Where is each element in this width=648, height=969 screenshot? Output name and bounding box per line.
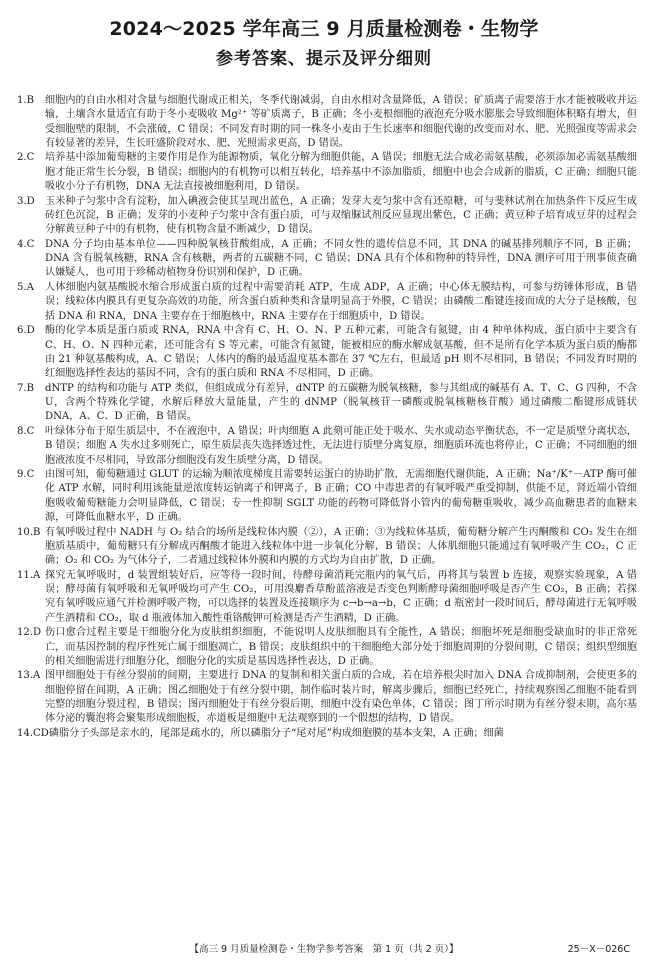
page-footer <box>0 939 648 957</box>
answer-item <box>17 569 637 626</box>
answer-number: 7.B <box>17 382 35 394</box>
answer-number: 3.D <box>17 195 35 207</box>
answer-explanation: 有氧呼吸过程中 NADH 与 O₂ 结合的场所是线粒体内膜（②），A 正确；③为线粒体基质，葡萄糖分解产生丙酮酸和 CO₂ 发生在细胞质基质中，葡萄糖只有分解成丙酮酸才能进入线粒体中进一步氧化分解，B 错误；人体肌细胞只能通过有氧呼吸产生 CO₂，C 正确；O₂ 和 CO₂ 为气体分子，二者通过线粒体外膜和内膜的方式均为自由扩散，D 正确。 <box>45 526 637 567</box>
page-subtitle: 参考答案、提示及评分细则 <box>216 49 432 69</box>
answer-explanation: 磷脂分子头部是亲水的，尾部是疏水的，所以磷脂分子“尾对尾”构成细胞膜的基本支架，A 正确；细菌 <box>48 727 504 739</box>
footer-page-info: 【高三 9 月质量检测卷・生物学参考答案 第 1 页（共 2 页）】 <box>189 944 459 955</box>
answer-number: 11.A <box>17 569 41 581</box>
answer-explanation: 酶的化学本质是蛋白质或 RNA，RNA 中含有 C、H、O、N、P 五种元素，可能含有氮键，由 4 种单体构成，蛋白质中主要含有 C、H、O、N 四种元素，还可能含有 S 等元素，可能含有氮键，能被相应的酶水解成氨基酸，但不是所有化学本质为蛋白质的酶都由 21 种氨基酸构成，A、C 错误；人体内的酶的最适温度基本都在 37 ℃左右，但最适 pH 则不尽相同，B 错误；不同发育时期的红细胞选择性表达的基因不同，含有的蛋白质和 RNA 不尽相同，D 正确。 <box>45 325 637 380</box>
footer-doc-code: 25－X－026C <box>567 944 630 955</box>
answer-number: 2.C <box>17 152 35 164</box>
answer-explanation: 由图可知，葡萄糖通过 GLUT 的运输为顺浓度梯度且需要转运蛋白的协助扩散，无需细胞代谢供能，A 正确；Na⁺/K⁺－ATP 酶可催化 ATP 水解，同时利用该能量逆浓度转运钠离子和钾离子，B 正确；CO 中毒患者的有氧呼吸严重受抑制，供能不足，肾近端小管细胞吸收葡萄糖能力会明显降低，C 错误；专一性抑制 SGLT 功能的药物可降低肾小管内的葡萄糖重吸收，减少高血糖患者的血糖来源，可降低血糖水平，D 正确。 <box>45 469 637 523</box>
answer-explanation: 人体细胞内氨基酸脱水缩合形成蛋白质的过程中需要消耗 ATP，生成 ADP，A 正确；中心体无膜结构，可参与纺锤体形成，B 错误；线粒体内膜具有更复杂高效的功能，所含蛋白质种类和含量明显高于外膜，C 错误；由磷酸二酯键连接而成的大分子是核酸，包括 DNA 和 RNA，DNA 主要存在于细胞核中，RNA 主要存在于细胞质中，D 错误。 <box>45 282 637 322</box>
answer-item <box>17 151 637 194</box>
answer-number: 9.C <box>17 469 35 481</box>
answer-explanation: 玉米种子匀浆中含有淀粉，加入碘液会使其呈现出蓝色，A 正确；发芽大麦匀浆中含有还原糖，可与斐林试剂在加热条件下反应生成砖红色沉淀，B 正确；发芽的小麦种子匀浆中含有蛋白质，可与双缩脲试剂反应显现出紫色，C 正确；黄豆种子培育成豆芽的过程会分解黄豆种子中的有机物，使有机物含量不断减少，D 错误。 <box>45 195 637 236</box>
answer-list <box>17 94 637 742</box>
answer-item <box>17 281 637 324</box>
answer-explanation: 探究无氧呼吸时，d 装置组装好后，应等待一段时间，待酵母菌消耗完瓶内的氧气后，再将其与装置 b 连接，观察实验现象，A 错误；酵母菌有氧呼吸和无氧呼吸均可产生 CO₂，可用溴麝香草酚蓝溶液是否变色判断酵母菌细胞呼吸是否产生 CO₂，B 正确；若探究有氧呼吸应通气并检测呼吸产物，可以选择的装置及连接顺序为 c→b→a→b，C 正确；d 瓶密封一段时间后，酵母菌进行无氧呼吸产生酒精和 CO₂，取 d 瓶液体加入酸性重铬酸钾可检测是否产生酒精，D 正确。 <box>45 569 637 624</box>
answer-item <box>17 195 637 238</box>
answer-explanation: DNA 分子均由基本单位——四种脱氧核苷酸组成，A 正确；不同女性的遗传信息不同，其 DNA 的碱基排列顺序不同，B 正确；DNA 含有脱氧核糖，RNA 含有核糖，两者的五碳糖不同，C 错误；DNA 具有个体和物种的特异性，DNA 测序可用于刑事侦查确认嫌疑人，也可用于珍稀动植物身份识别和保护，D 正确。 <box>45 238 637 279</box>
page-title: 2024～2025 学年高三 9 月质量检测卷・生物学 <box>109 18 539 40</box>
answer-item <box>17 526 637 569</box>
answer-item <box>17 382 637 425</box>
answer-explanation: dNTP 的结构和功能与 ATP 类似，但组成成分有差异，dNTP 的五碳糖为脱氧核糖，参与其组成的碱基有 A、T、C、G 四种，不含 U，含两个特殊化学键，水解后释放大量能量，产生的 dNMP（脱氧核苷一磷酸或脱氧核糖核苷酸）通过磷酸二酯键形成链状 DNA，A、C、D 正确，B 错误。 <box>45 382 637 423</box>
answer-item <box>17 468 637 525</box>
answer-item <box>17 238 637 281</box>
answer-item <box>17 94 637 151</box>
answer-number: 1.B <box>17 95 35 106</box>
answer-number: 4.C <box>17 238 35 250</box>
answer-explanation: 伤口愈合过程主要是干细胞分化为皮肤组织细胞，不能说明人皮肤细胞具有全能性，A 错误；细胞坏死是细胞受缺血时的非正常死亡，而基因控制的程序性死亡属于细胞凋亡，B 错误；皮肤组织中的干细胞绝大部分处于细胞周期的分裂间期，C 错误；组织型细胞的相关细胞需进行细胞分化，细胞分化的实质是基因选择性表达，D 正确。 <box>45 627 637 667</box>
answer-item <box>17 425 637 468</box>
answer-item <box>17 626 637 669</box>
answer-item <box>17 727 637 741</box>
answer-number: 5.A <box>17 282 34 294</box>
answer-number: 13.A <box>17 670 41 682</box>
answer-item <box>17 324 637 381</box>
answer-number: 14.CD <box>17 727 49 739</box>
answer-explanation: 图甲细胞处于有丝分裂前的间期，主要进行 DNA 的复制和相关蛋白质的合成，若在培养根尖时加入 DNA 合成抑制剂，会使更多的细胞停留在间期，A 正确；图乙细胞处于有丝分裂中期，制作临时装片时，解离步骤后，细胞已经死亡，持续观察图乙细胞不能看到完整的细胞分裂过程，B 错误；图丙细胞处于有丝分裂后期，细胞中没有染色单体，C 错误；图丁所示时期为有丝分裂末期，高尔基体分泌的囊泡将会聚集形成细胞板，赤道板是细胞中无法观察到的一个假想的结构，D 错误。 <box>45 670 637 725</box>
answer-item <box>17 669 637 726</box>
answer-number: 8.C <box>17 425 35 437</box>
answer-explanation: 培养基中添加葡萄糖的主要作用是作为能源物质，氧化分解为细胞供能，A 错误；细胞无法合成必需氨基酸，必须添加必需氨基酸细胞才能正常生长分裂，B 错误；细胞内的有机物可以相互转化，培养基中不添加脂质，细胞中也会合成新的脂质，C 正确；细胞只能吸收小分子有机物，DNA 无法直接被细胞利用，D 错误。 <box>45 152 637 193</box>
answer-number: 6.D <box>17 325 35 337</box>
answer-explanation: 叶绿体分布于原生质层中，不在液泡中，A 错误；叶肉细胞 A 此刻可能正处于吸水、失水或动态平衡状态，不一定是质壁分离状态，B 错误；细胞 A 失水过多则死亡，原生质层丧失选择透过性，无法进行质壁分离复原，细胞质环流也将停止，C 正确；不同细胞的细胞液浓度不尽相同，导致部分细胞没有发生质壁分离，D 错误。 <box>45 425 637 466</box>
answer-number: 12.D <box>17 627 42 639</box>
answer-explanation: 细胞内的自由水相对含量与细胞代谢成正相关，冬季代谢减弱，自由水相对含量降低，A 错误；矿质离子需要溶于水才能被吸收并运输，土壤含水量适宜有助于冬小麦吸收 Mg²⁺ 等矿质离子，B 正确；冬小麦根细胞的液泡充分吸水膨胀会导致细胞体积略有增大，但受细胞壁的限制，不会涨破，C 错误；不同发育时期的同一株冬小麦由于生长速率和细胞代谢的改变而对水、肥、光照强度等需求会有较显著的差异，生长旺盛阶段对水、肥、光照需求更高，D 错误。 <box>45 95 637 149</box>
answer-number: 10.B <box>17 526 41 538</box>
